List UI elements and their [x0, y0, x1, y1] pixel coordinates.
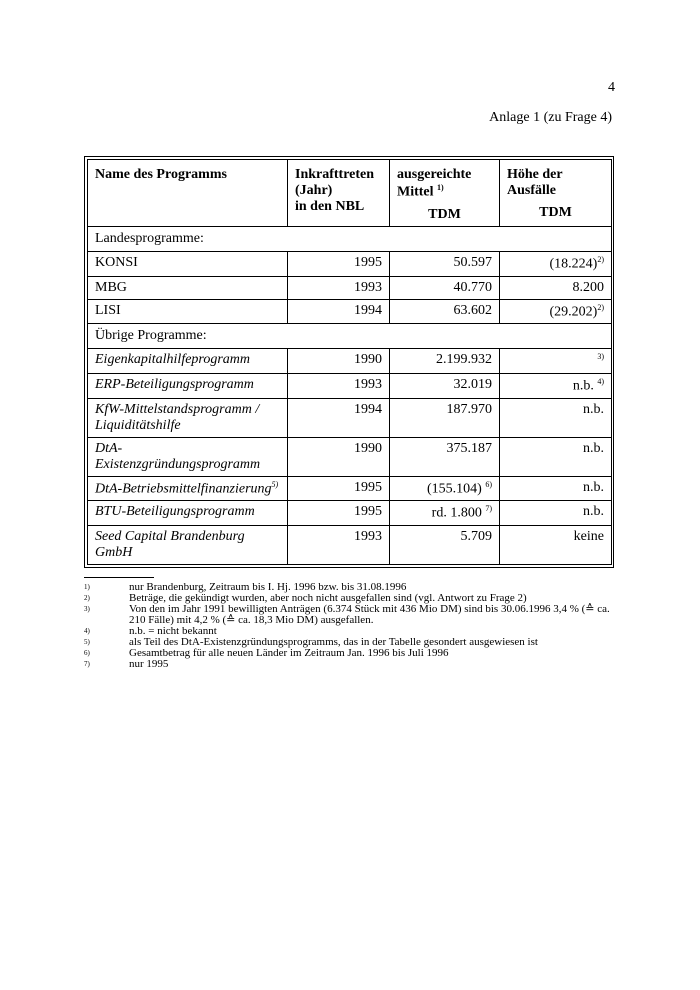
table-cell: Seed Capital Brandenburg GmbH	[88, 525, 288, 564]
table-cell: 50.597	[390, 252, 500, 277]
table-cell: 32.019	[390, 373, 500, 398]
table-header-row	[88, 160, 612, 227]
table-cell: $(18.224)^{2)}$	[500, 252, 612, 277]
footnote-item: 7) nur 1995	[84, 658, 169, 670]
table-cell: 1995	[288, 501, 390, 526]
table-row	[88, 476, 612, 501]
table-cell: n.b.	[500, 501, 612, 526]
table-cell: n.b.	[500, 437, 612, 476]
table-row	[88, 276, 612, 299]
table-cell: keine	[500, 525, 612, 564]
table-row	[88, 373, 612, 398]
table-cell: MBG	[88, 276, 288, 299]
header-losses: Höhe der Ausfälle TDM	[500, 160, 612, 227]
table-row	[88, 252, 612, 277]
table-row	[88, 525, 612, 564]
table-cell: 1990	[288, 437, 390, 476]
section-row-land	[88, 227, 612, 252]
table-cell: 2.199.932	[390, 349, 500, 374]
table-cell: 5.709	[390, 525, 500, 564]
table-cell: 1994	[288, 398, 390, 437]
table-cell: Übrige Programme:	[88, 324, 612, 349]
header-name: Name des Programms	[88, 160, 288, 227]
table-cell: 1990	[288, 349, 390, 374]
footnote-item: 4) n.b. = nicht bekannt	[84, 625, 217, 637]
footnote-item: 3) Von den im Jahr 1991 bewilligten Anträgen (6.374 Stück mit 436 Mio DM) sind bis 30.06.1996 3,4 % (≙ ca. 210 Fälle) mit 4,2 % (≙ ca. 18,3 Mio DM) ausgefallen.	[84, 603, 610, 626]
footnote-item: 1) nur Brandenburg, Zeitraum bis I. Hj. 1996 bzw. bis 31.08.1996	[84, 581, 407, 593]
table-cell: rd. 1.800 $^{7)}$	[390, 501, 500, 526]
table-row	[88, 299, 612, 324]
header-year: Inkrafttreten (Jahr) in den NBL	[288, 160, 390, 227]
footnote-item: 6) Gesamtbetrag für alle neuen Länder im Zeitraum Jan. 1996 bis Juli 1996	[84, 647, 449, 659]
table-cell: 187.970	[390, 398, 500, 437]
table-cell: KONSI	[88, 252, 288, 277]
table-cell: (155.104) $^{6)}$	[390, 476, 500, 501]
table-cell: DtA-Betriebsmittelfinanzierung$^{5)}$	[88, 476, 288, 501]
table-row	[88, 349, 612, 374]
table-cell: n.b.	[500, 476, 612, 501]
table-cell: 3)	[500, 349, 612, 374]
section-row-other	[88, 324, 612, 349]
footnotes	[84, 582, 624, 670]
table-cell: Landesprogramme:	[88, 227, 612, 252]
table-row	[88, 501, 612, 526]
table-cell: n.b. $^{4)}$	[500, 373, 612, 398]
table-cell: Eigenkapitalhilfeprogramm	[88, 349, 288, 374]
table-cell: 1994	[288, 299, 390, 324]
header-funds-unit: TDM	[428, 206, 461, 222]
annex-label: Anlage 1 (zu Frage 4)	[489, 110, 612, 125]
table-cell: 1993	[288, 276, 390, 299]
table-cell: KfW-Mittelstandsprogramm / Liquiditätshilfe	[88, 398, 288, 437]
table-cell: BTU-Beteiligungsprogramm	[88, 501, 288, 526]
table-cell: 8.200	[500, 276, 612, 299]
table-cell: 40.770	[390, 276, 500, 299]
table-row	[88, 398, 612, 437]
table-cell: 1993	[288, 373, 390, 398]
table-cell: $(29.202)^{2)}$	[500, 299, 612, 324]
table-cell: 63.602	[390, 299, 500, 324]
footnote-item: 2) Beträge, die gekündigt wurden, aber noch nicht ausgefallen sind (vgl. Antwort zu Frage 2)	[84, 592, 527, 604]
table-row	[88, 437, 612, 476]
header-losses-unit: TDM	[539, 205, 572, 220]
table-cell: 1993	[288, 525, 390, 564]
page-number: 4	[608, 80, 615, 95]
footnote-item: 5) als Teil des DtA-Existenzgründungsprogramms, das in der Tabelle gesondert ausgewiesen ist	[84, 636, 538, 648]
header-funds: ausgereichte Mittel $^{1)}$ TDM	[390, 160, 500, 227]
table-cell: n.b.	[500, 398, 612, 437]
table-cell: 375.187	[390, 437, 500, 476]
table-cell: ERP-Beteiligungsprogramm	[88, 373, 288, 398]
table-cell: DtA-Existenzgründungsprogramm	[88, 437, 288, 476]
programs-table	[84, 156, 614, 568]
table-cell: LISI	[88, 299, 288, 324]
table-cell: 1995	[288, 476, 390, 501]
footnote-divider	[84, 577, 154, 578]
table-cell: 1995	[288, 252, 390, 277]
